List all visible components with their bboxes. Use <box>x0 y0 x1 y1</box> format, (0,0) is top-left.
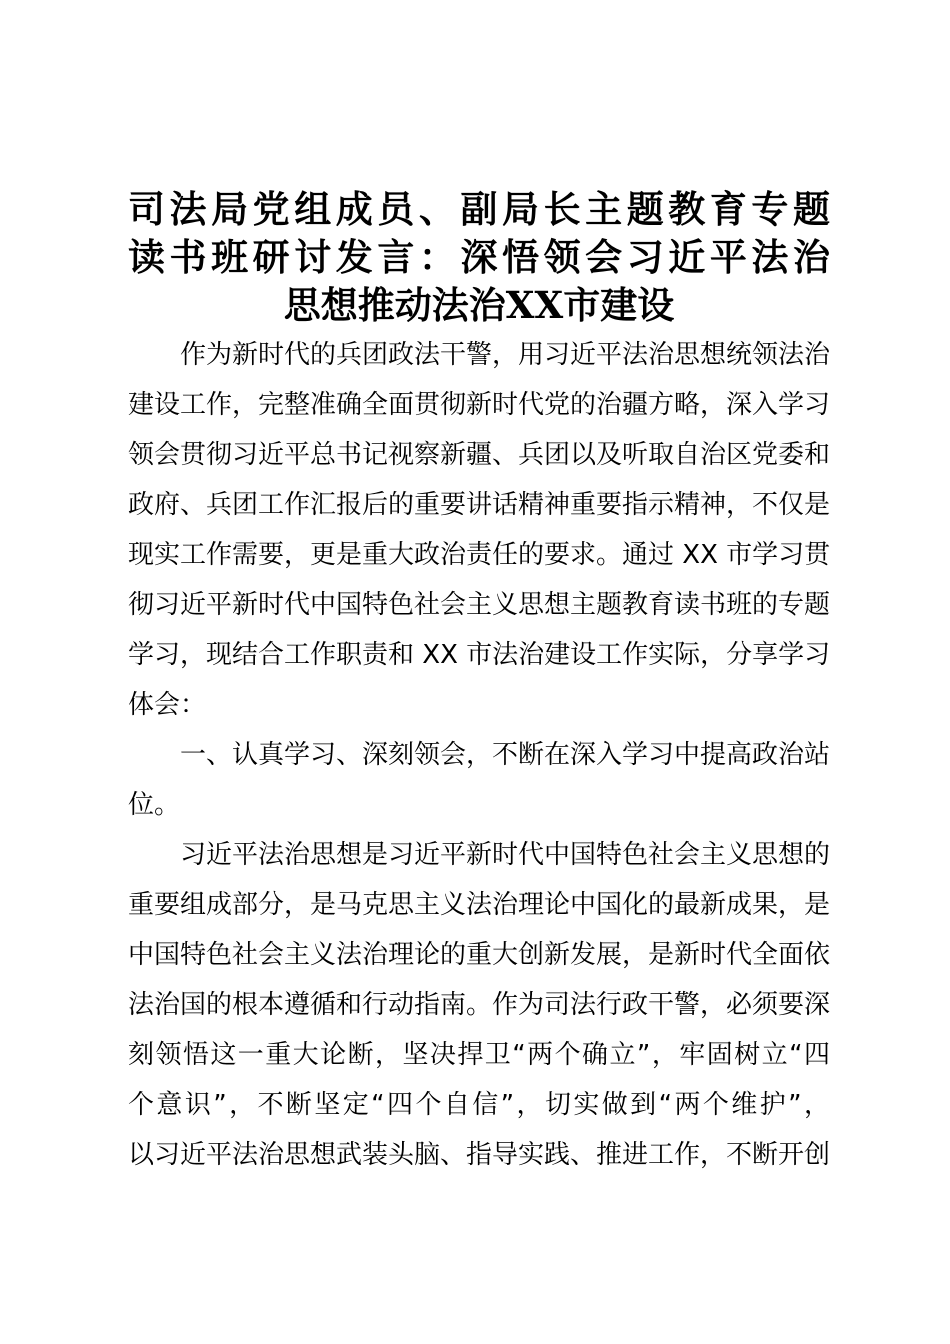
paragraph-intro-line: 现实工作需要，更是重大政治责任的要求。通过 XX 市学习贯 <box>128 540 831 570</box>
section-heading-line: 一、认真学习、深刻领会，不断在深入学习中提高政治站 <box>180 740 831 770</box>
document-title <box>128 185 830 329</box>
paragraph-intro-line: 领会贯彻习近平总书记视察新疆、兵团以及听取自治区党委和 <box>128 440 831 470</box>
paragraph-intro-line: 作为新时代的兵团政法干警，用习近平法治思想统领法治 <box>180 340 831 370</box>
paragraph-intro-line: 政府、兵团工作汇报后的重要讲话精神重要指示精神，不仅是 <box>128 490 831 520</box>
paragraph-intro-line: 建设工作，完整准确全面贯彻新时代党的治疆方略，深入学习 <box>128 390 831 420</box>
title-line: 司法局党组成员、副局长主题教育专题 <box>128 187 830 231</box>
paragraph-line: 重要组成部分，是马克思主义法治理论中国化的最新成果，是 <box>128 890 831 920</box>
paragraph-intro-line: 学习，现结合工作职责和 XX 市法治建设工作实际，分享学习 <box>128 640 831 670</box>
paragraph-line: 个意识”，不断坚定“四个自信”，切实做到“两个维护”， <box>128 1090 830 1120</box>
paragraph-line: 中国特色社会主义法治理论的重大创新发展，是新时代全面依 <box>128 940 831 970</box>
title-line: 读书班研讨发言：深悟领会习近平法治 <box>128 235 830 279</box>
paragraph-line: 刻领悟这一重大论断，坚决捍卫“两个确立”，牢固树立“四 <box>128 1040 830 1070</box>
paragraph-intro-line: 彻习近平新时代中国特色社会主义思想主题教育读书班的专题 <box>128 590 831 620</box>
paragraph-line: 法治国的根本遵循和行动指南。作为司法行政干警，必须要深 <box>128 990 831 1020</box>
section-heading-line: 位。 <box>128 790 181 820</box>
document-body <box>128 330 830 1180</box>
paragraph-line: 习近平法治思想是习近平新时代中国特色社会主义思想的 <box>180 840 831 870</box>
paragraph-line: 以习近平法治思想武装头脑、指导实践、推进工作，不断开创 <box>128 1140 831 1170</box>
title-line: 思想推动法治XX市建设 <box>283 283 675 327</box>
paragraph-intro-line: 体会： <box>128 690 207 720</box>
